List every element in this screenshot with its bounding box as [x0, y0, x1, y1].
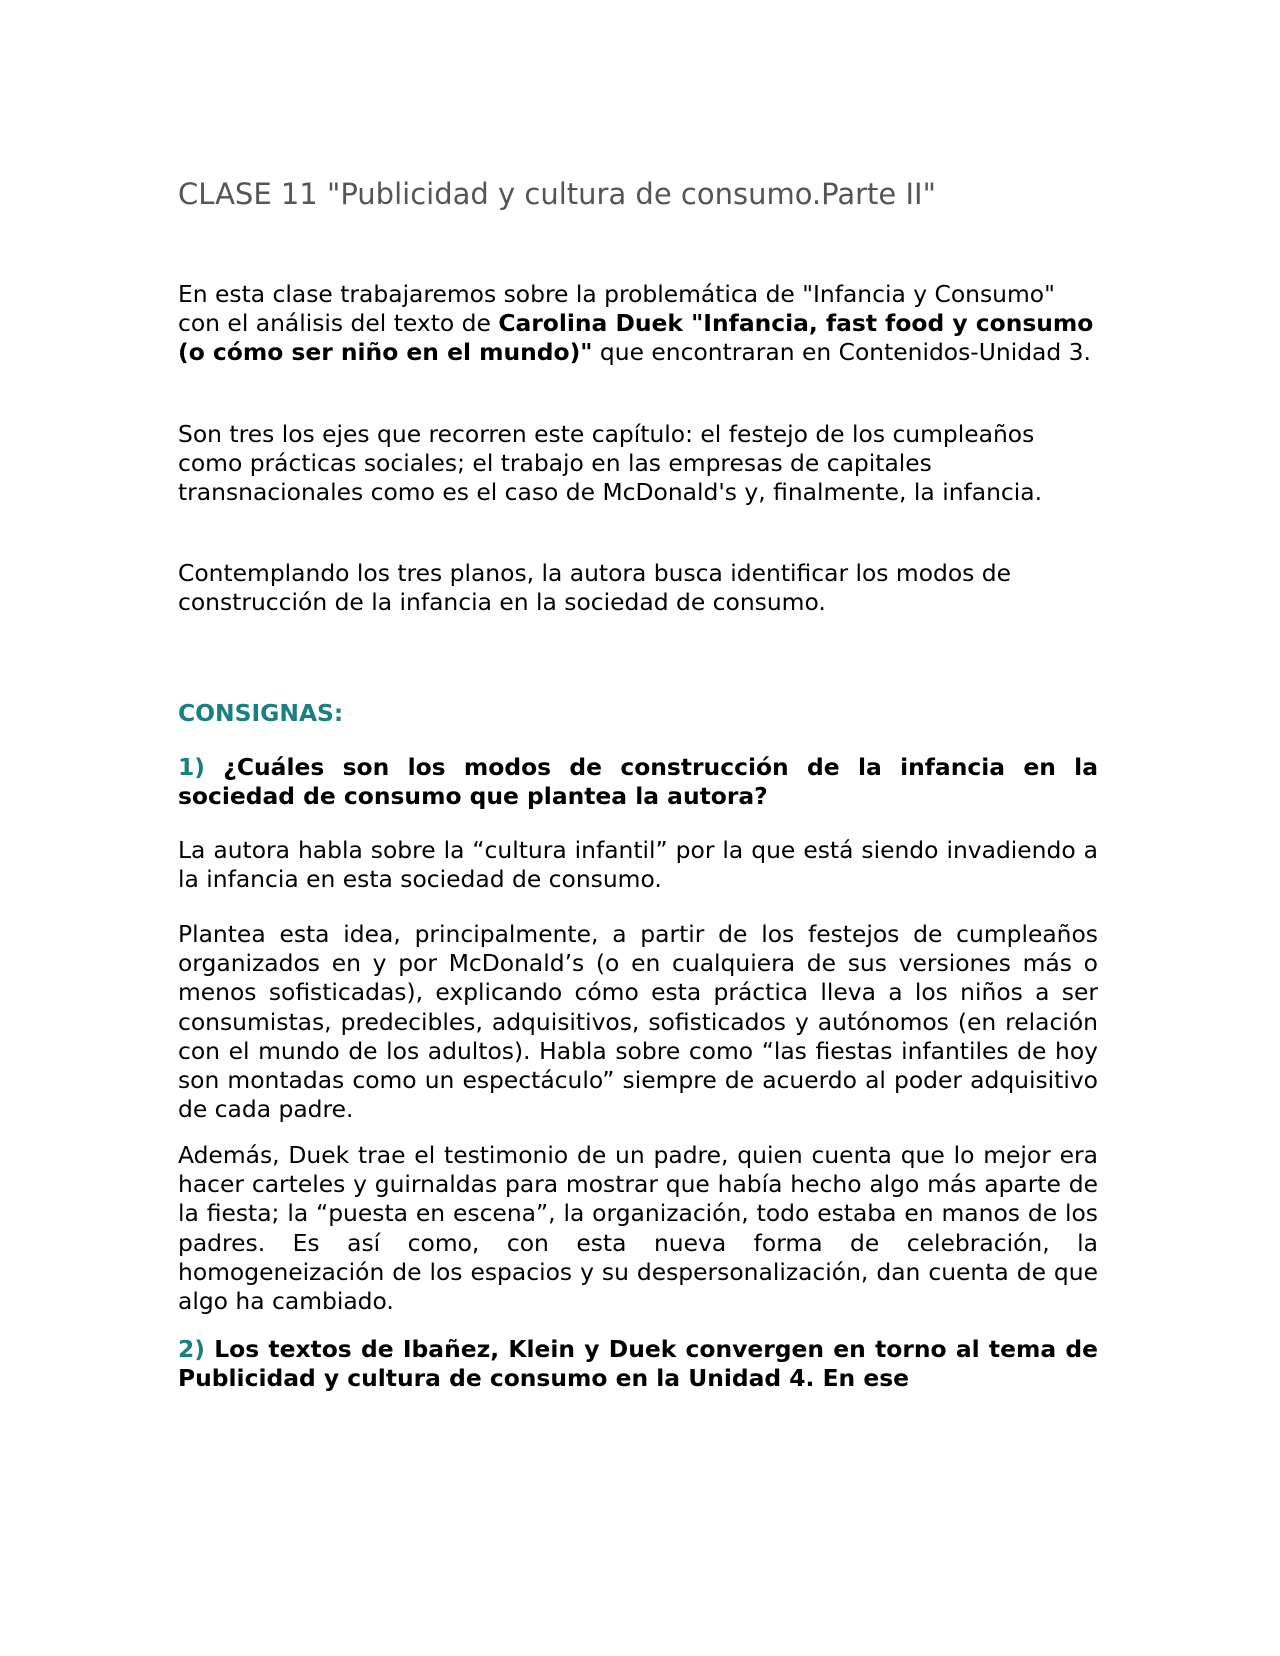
planos-paragraph: Contemplando los tres planos, la autora busca identificar los modos de construcción de la infancia en la sociedad de consumo.: [178, 559, 1012, 617]
intro-text-b: que encontraran en Contenidos-Unidad 3.: [592, 338, 1091, 367]
consignas-heading: CONSIGNAS:: [178, 699, 344, 727]
answer-1-paragraph-1: La autora habla sobre la “cultura infantil” por la que está siendo invadiendo a la infancia en esta sociedad de consumo.: [178, 836, 1098, 894]
question-1-text: ¿Cuáles son los modos de construcción de la infancia en la sociedad de consumo que plantea la autora?: [178, 753, 1098, 811]
intro-text-a: En esta clase trabajaremos sobre la problemática de "Infancia y Consumo" con el análisis del texto de: [178, 280, 1055, 338]
page-title: CLASE 11 "Publicidad y cultura de consumo.Parte II": [178, 177, 936, 211]
answer-1-paragraph-3: Además, Duek trae el testimonio de un padre, quien cuenta que lo mejor era hacer carteles y guirnaldas para mostrar que había hecho algo más aparte de la fiesta; la “puesta en escena”, la organización, todo estaba en manos de los padres. Es así como, con esta nueva forma de celebración, la homogeneización de los espacios y su despersonalización, dan cuenta de que algo ha cambiado.: [178, 1141, 1098, 1316]
question-2-text: Los textos de Ibañez, Klein y Duek convergen en torno al tema de Publicidad y cultura de consumo en la Unidad 4. En ese: [178, 1335, 1098, 1393]
intro-paragraph: [178, 280, 1098, 368]
question-2-number: 2): [178, 1335, 205, 1363]
question-1: [178, 753, 1098, 811]
ejes-paragraph: Son tres los ejes que recorren este capítulo: el festejo de los cumpleaños como prácticas sociales; el trabajo en las empresas de capitales transnacionales como es el caso de McDonald's y, finalmente, la infancia.: [178, 420, 1043, 507]
answer-1-paragraph-2: Plantea esta idea, principalmente, a partir de los festejos de cumpleaños organizados en y por McDonald’s (o en cualquiera de sus versiones más o menos sofisticadas), explicando cómo esta práctica lleva a los niños a ser consumistas, predecibles, adquisitivos, sofisticados y autónomos (en relación con el mundo de los adultos). Habla sobre como “las fiestas infantiles de hoy son montadas como un espectáculo” siempre de acuerdo al poder adquisitivo de cada padre.: [178, 920, 1098, 1124]
question-2: [178, 1335, 1098, 1393]
question-1-number: 1): [178, 753, 205, 781]
intro-bold-reference: Carolina Duek "Infancia, fast food y consumo (o cómo ser niño en el mundo)": [178, 309, 1094, 367]
